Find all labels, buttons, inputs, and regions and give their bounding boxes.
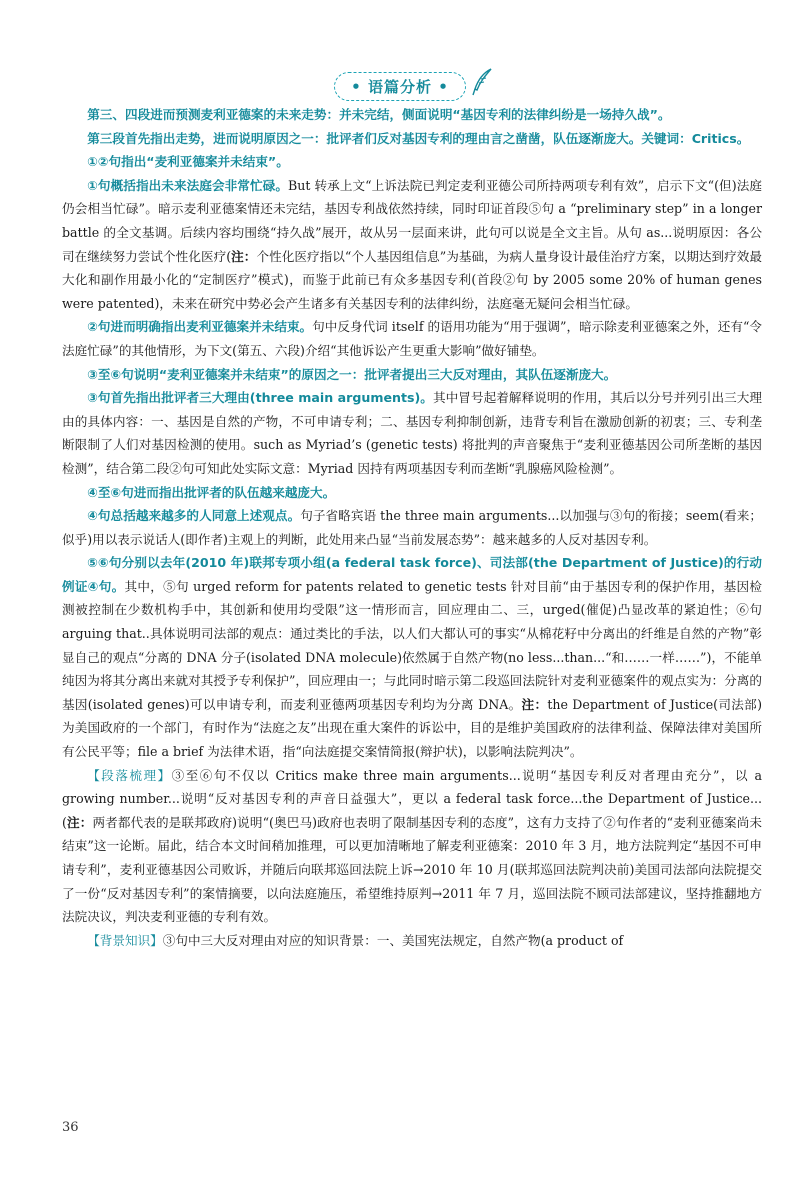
page-number: 36 [62,1120,79,1135]
body-text: 个性化医疗指以“个人基因组信息”为基础，为病人量身设计最佳治疗方案，以期达到疗效最大化和副作用最小化的“定制医疗”模式)，而鉴于此前已有众多基因专利(首段②句 by 2005 some 20% of human genes were patented)，未来在研究中势必会产生诸多有关基因专利的法律纠纷，法庭毫无疑问会相当忙碌。 [62,248,763,311]
section-badge [334,72,466,101]
paragraph [62,551,762,763]
highlight-text: 第三、四段进而预测麦利亚德案的未来走势：并未完结，侧面说明“基因专利的法律纠纷是一场持久战”。 [87,107,671,122]
highlight-text: ①②句指出“麦利亚德案并未结束”。 [87,154,289,170]
paragraph [62,127,762,151]
section-title: 语篇分析 [367,78,432,96]
note-label: 注： [521,696,548,712]
highlight-text: ④至⑥句进而指出批评者的队伍越来越庞大。 [87,484,336,500]
bullet-dot: • [438,78,449,96]
section-tag: 【背景知识】 [87,932,163,948]
highlight-text: ⑤⑥句分别以去年(2010 年)联邦专项小组(a federal task force)、司法部(the Department of Justice)的行动例证④句。 [62,555,762,594]
body-text: the Department of Justice(司法部)为美国政府的一个部门，有时作为“法庭之友”出现在重大案件的诉讼中，目的是维护美国政府的法律利益、保障法律对美国所有公民平等；file a brief 为法律术语，指“向法庭提交案情简报(辩护状)，以影响法院判决”。 [62,696,762,760]
body-text: But 转承上文“上诉法院已判定麦利亚德公司所持两项专利有效”，启示下文“(但)法庭仍会相当忙碌”。暗示麦利亚德案情还未完结，基因专利战依然持续，同时印证首段⑤句 a “preliminary step” in a longer battle 的全文基调。后续内容均围绕“持久战”展开，故从另一层面来讲，此句可以说是全文主旨。从句 as...说明原因：各公司在继续努力尝试个性化医疗( [62,177,762,264]
highlight-text: ③句首先指出批评者三大理由(three main arguments)。 [87,390,433,406]
paragraph [62,764,762,929]
paragraph [62,150,762,174]
paragraph [62,363,762,387]
body-text: 句子省略宾语 the three main arguments...以加强与③句的衔接；seem(看来；似乎)用以表示说话人(即作者)主观上的判断，此处用来凸显“当前发展态势”：越来越多的人反对基因专利。 [62,508,762,547]
body-text: 其中冒号起着解释说明的作用，其后以分号并列引出三大理由的具体内容：一、基因是自然的产物，不可申请专利；二、基因专利抑制创新，违背专利旨在激励创新的初衷；三、专利垄断限制了人们对基因检测的使用。such as Myriad’s (genetic tests) 将批判的声音聚焦于“麦利亚德基因公司所垄断的基因检测”，结合第二段②句可知此处实际文意：Myriad 因持有两项基因专利而垄断“乳腺癌风险检测”。 [62,390,763,476]
body-text: 两者都代表的是联邦政府)说明“(奥巴马)政府也表明了限制基因专利的态度”，这有力支持了②句作者的“麦利亚德案尚未结束”这一论断。届此，结合本文时间稍加推理，可以更加清晰地了解麦利亚德案：2010 年 3 月，地方法院判定“基因不可申请专利”，麦利亚德基因公司败诉，并随后向联邦巡回法院上诉→2010 年 10 月(联邦巡回法院判决前)美国司法部向法院提交了一份“反对基因专利”的案情摘要，以向法庭施压，希望维持原判→2011 年 7 月，巡回法院不顾司法部建议，坚持推翻地方法院决议，判决麦利亚德的专利有效。 [62,814,762,925]
note-label: 注： [231,248,257,264]
bullet-dot: • [351,78,362,96]
paragraph [62,481,762,505]
body-text: 其中，⑤句 urged reform for patents related to genetic tests 针对目前“由于基因专利的保护作用，基因检测被控制在少数机构手中，其创新和使用均受限”这一情形而言，回应理由二、三，urged(催促)凸显改革的紧迫性；⑥句 arguing that..具体说明司法部的观点：通过类比的手法，以人们大都认可的事实“从棉花籽中分离出的纤维是自然的产物”彰显自己的观点“分离的 DNA 分子(isolated DNA molecule)依然属于自然产物(no less...than...“和……一样……”)，不能单纯因为将其分离出来就对其授予专利保护”，回应理由一；与此同时暗示第二段巡回法院针对麦利亚德案件的观点实为：分离的基因(isolated genes)可以申请专利，而麦利亚德两项基因专利均为分离 DNA。 [62,578,762,712]
highlight-text: ②句进而明确指出麦利亚德案并未结束。 [87,319,313,335]
body-text: 句中反身代词 itself 的语用功能为“用于强调”，暗示除麦利亚德案之外，还有“令法庭忙碌”的其他情形，为下文(第五、六段)介绍“其他诉讼产生更重大影响”做好铺垫。 [62,319,762,358]
paragraph [62,386,762,480]
note-label: 注： [66,814,93,830]
highlight-text: ①句概括指出未来法庭会非常忙碌。 [87,177,288,193]
paragraph [62,174,762,316]
section-header [0,72,800,101]
paragraph [62,929,762,953]
highlight-text: ④句总括越来越多的人同意上述观点。 [87,508,301,524]
paragraph [62,315,762,362]
highlight-text: ③至⑥句说明“麦利亚德案并未结束”的原因之一：批评者提出三大反对理由，其队伍逐渐庞大。 [87,366,617,382]
paragraph [62,103,762,127]
highlight-text: 第三段首先指出走势，进而说明原因之一：批评者们反对基因专利的理由言之凿凿，队伍逐渐庞大。关键词：Critics。 [87,130,750,146]
body-text: ③句中三大反对理由对应的知识背景：一、美国宪法规定，自然产物(a product of [162,932,624,948]
body-text: ③至⑥句不仅以 Critics make three main arguments...说明“基因专利反对者理由充分”，以 a growing number...说明“反对基因专利的声音日益强大”，更以 a federal task force...the Department of Justice...( [62,767,762,830]
quill-pen-icon [469,67,495,97]
analysis-content [62,103,762,952]
section-tag: 【段落梳理】 [87,767,172,783]
paragraph [62,504,762,551]
